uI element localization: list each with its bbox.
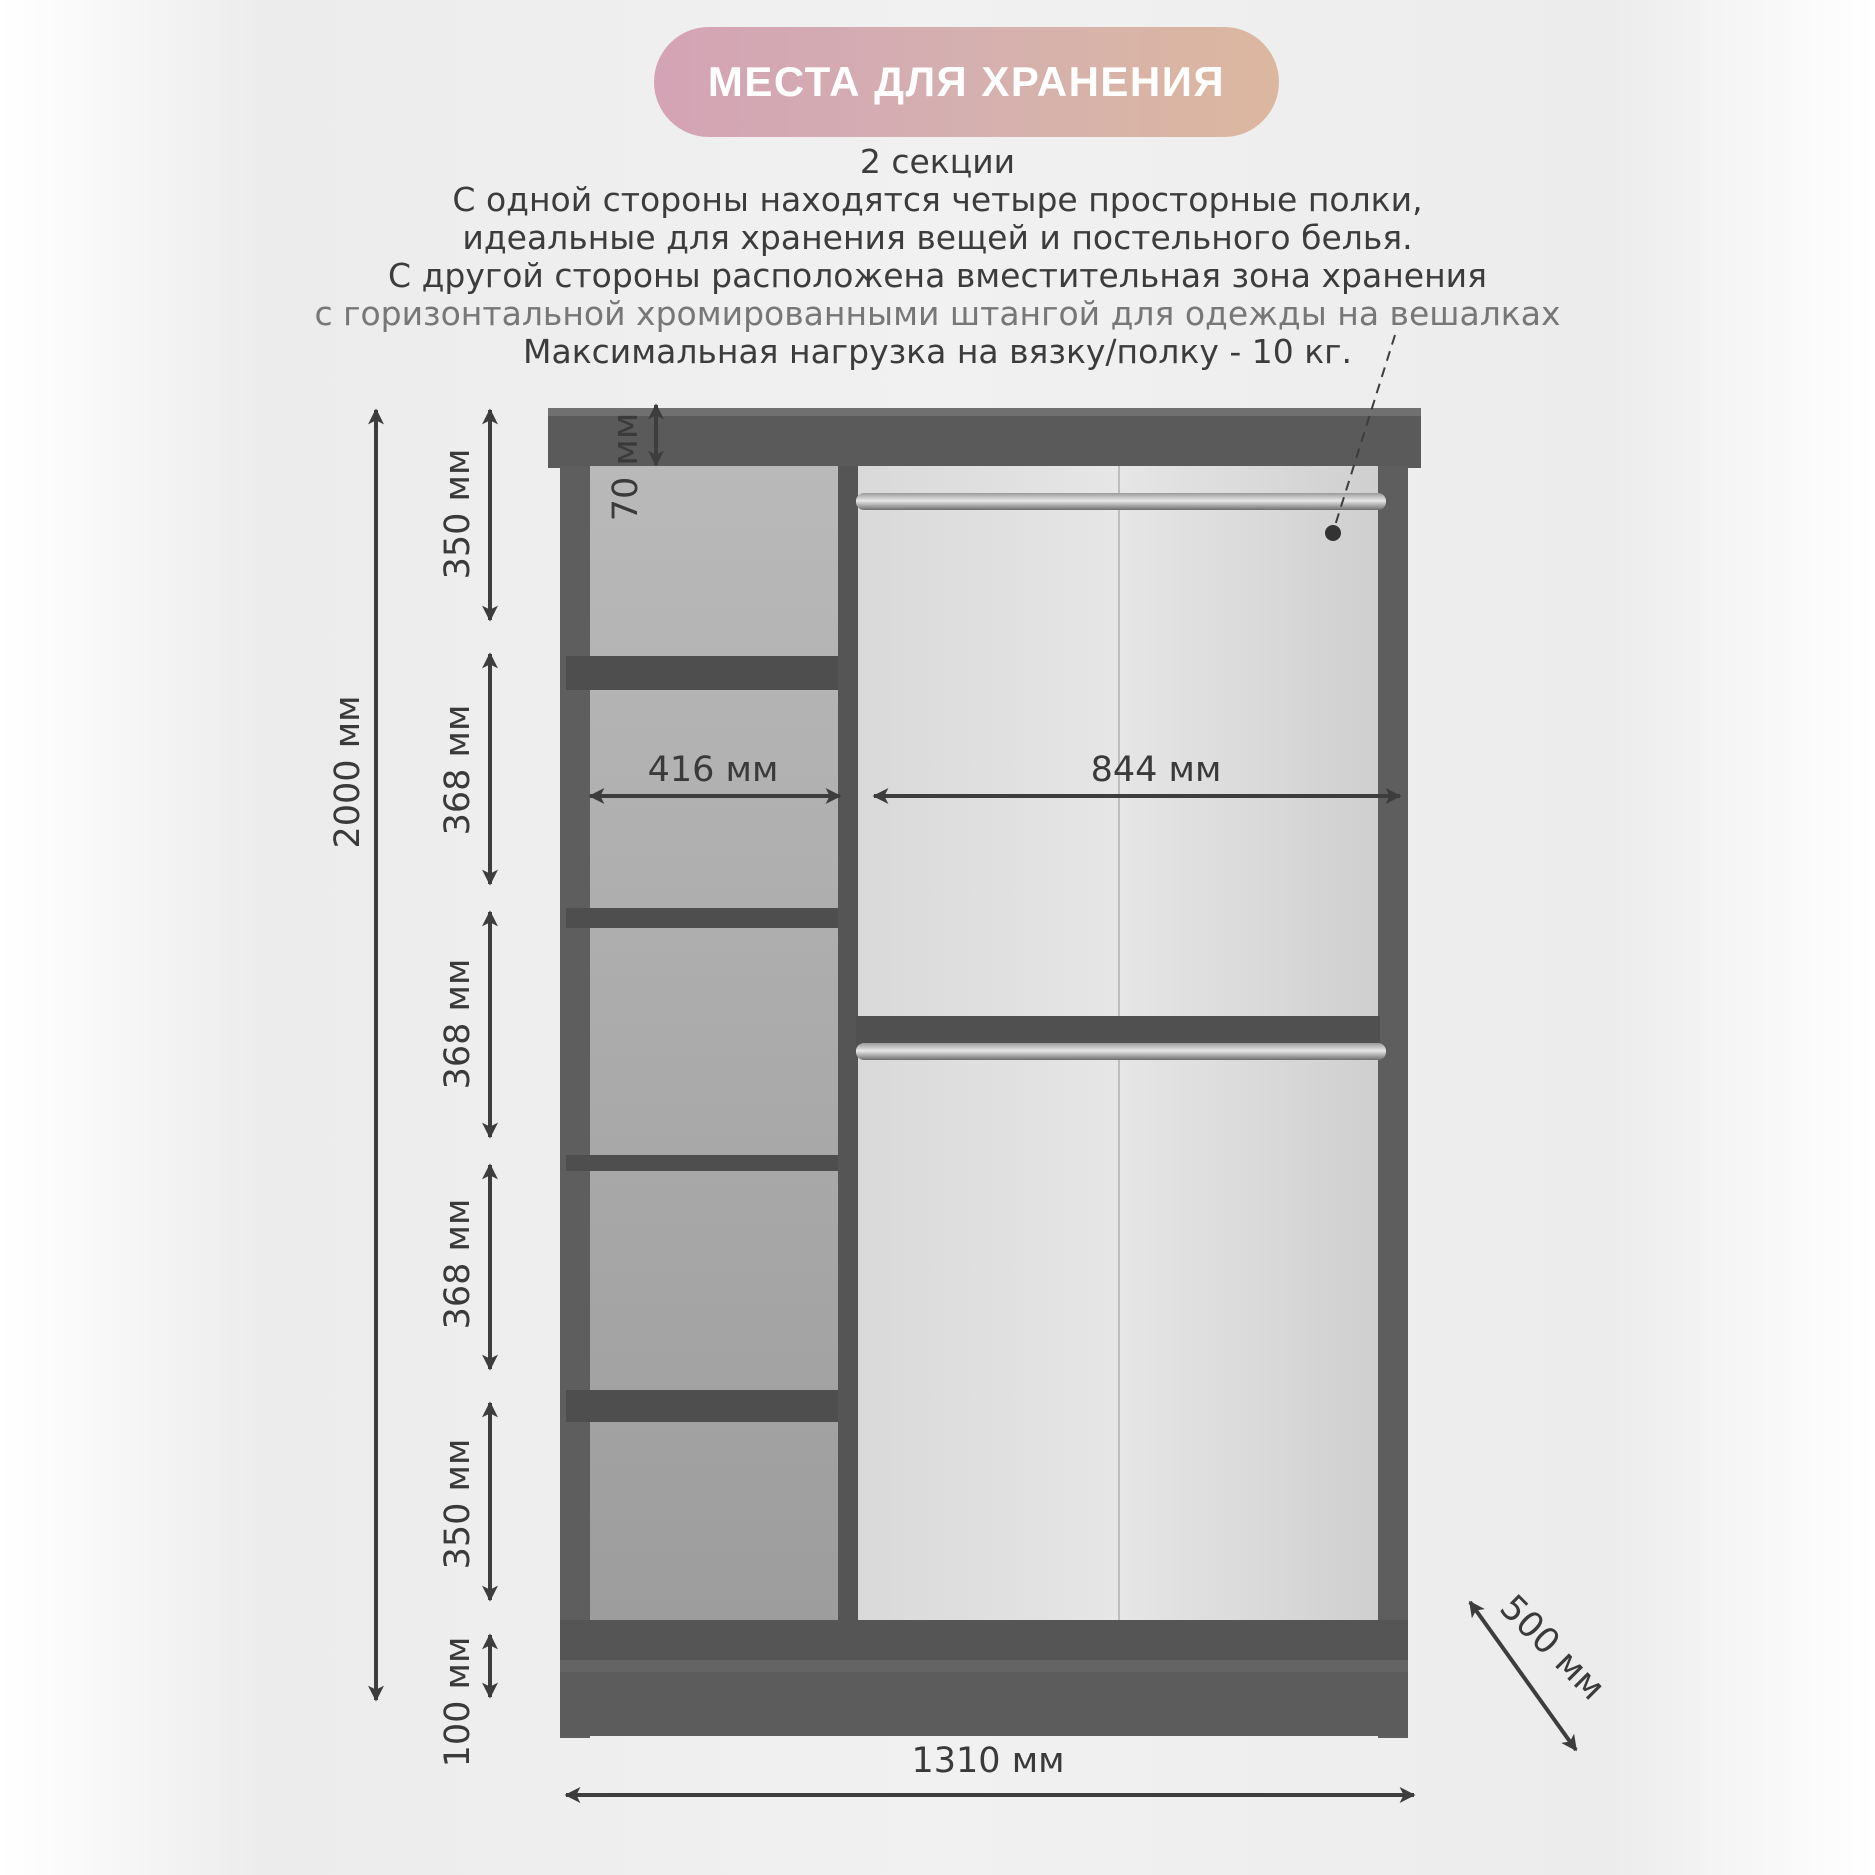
description-line-6: Максимальная нагрузка на вязку/полку - 10 кг.: [523, 332, 1352, 371]
shelf-3-label: 368 мм: [438, 958, 478, 1090]
total-height-label: 2000 мм: [328, 695, 368, 849]
plinth-label: 100 мм: [438, 1636, 478, 1768]
depth-label: 500 мм: [1491, 1587, 1613, 1709]
right-width-label: 844 мм: [1090, 750, 1222, 790]
left-width-label: 416 мм: [647, 750, 779, 790]
top-section-label: 350 мм: [438, 448, 478, 580]
total-width-label: 1310 мм: [911, 1741, 1065, 1781]
bottom-section-label: 350 мм: [438, 1438, 478, 1570]
plinth: [560, 1672, 1408, 1736]
upper-hanging-rail: [856, 493, 1386, 510]
title: МЕСТА ДЛЯ ХРАНЕНИЯ: [707, 58, 1226, 105]
shelf-2-label: 368 мм: [438, 704, 478, 836]
top-panel: [548, 408, 1421, 468]
description-line-1: 2 секции: [859, 142, 1016, 181]
description-line-2: С одной стороны находятся четыре просторные полки,: [452, 180, 1423, 219]
lower-hanging-rail: [856, 1043, 1386, 1060]
left-shelf-4: [566, 1390, 838, 1422]
left-shelf-1: [566, 656, 838, 690]
top-panel-label: 70 мм: [606, 412, 646, 522]
right-wall: [1378, 466, 1408, 1738]
center-divider: [838, 466, 858, 1658]
left-compartment: [590, 466, 838, 1656]
wardrobe-body: [548, 335, 1421, 1738]
shelf-4-label: 368 мм: [438, 1198, 478, 1330]
left-shelf-3: [566, 1155, 838, 1171]
top-panel-edge: [548, 408, 1421, 416]
description-line-4: С другой стороны расположена вместительная зона хранения: [388, 256, 1487, 295]
right-middle-shelf: [856, 1016, 1380, 1046]
left-shelf-2: [566, 908, 838, 928]
load-callout-dot: [1325, 525, 1341, 541]
description-line-5: с горизонтальной хромированными штангой для одежды на вешалках: [314, 294, 1561, 333]
description-line-3: идеальные для хранения вещей и постельного белья.: [462, 218, 1413, 257]
bottom-floor: [560, 1620, 1408, 1662]
bottom-floor-edge: [560, 1660, 1408, 1672]
